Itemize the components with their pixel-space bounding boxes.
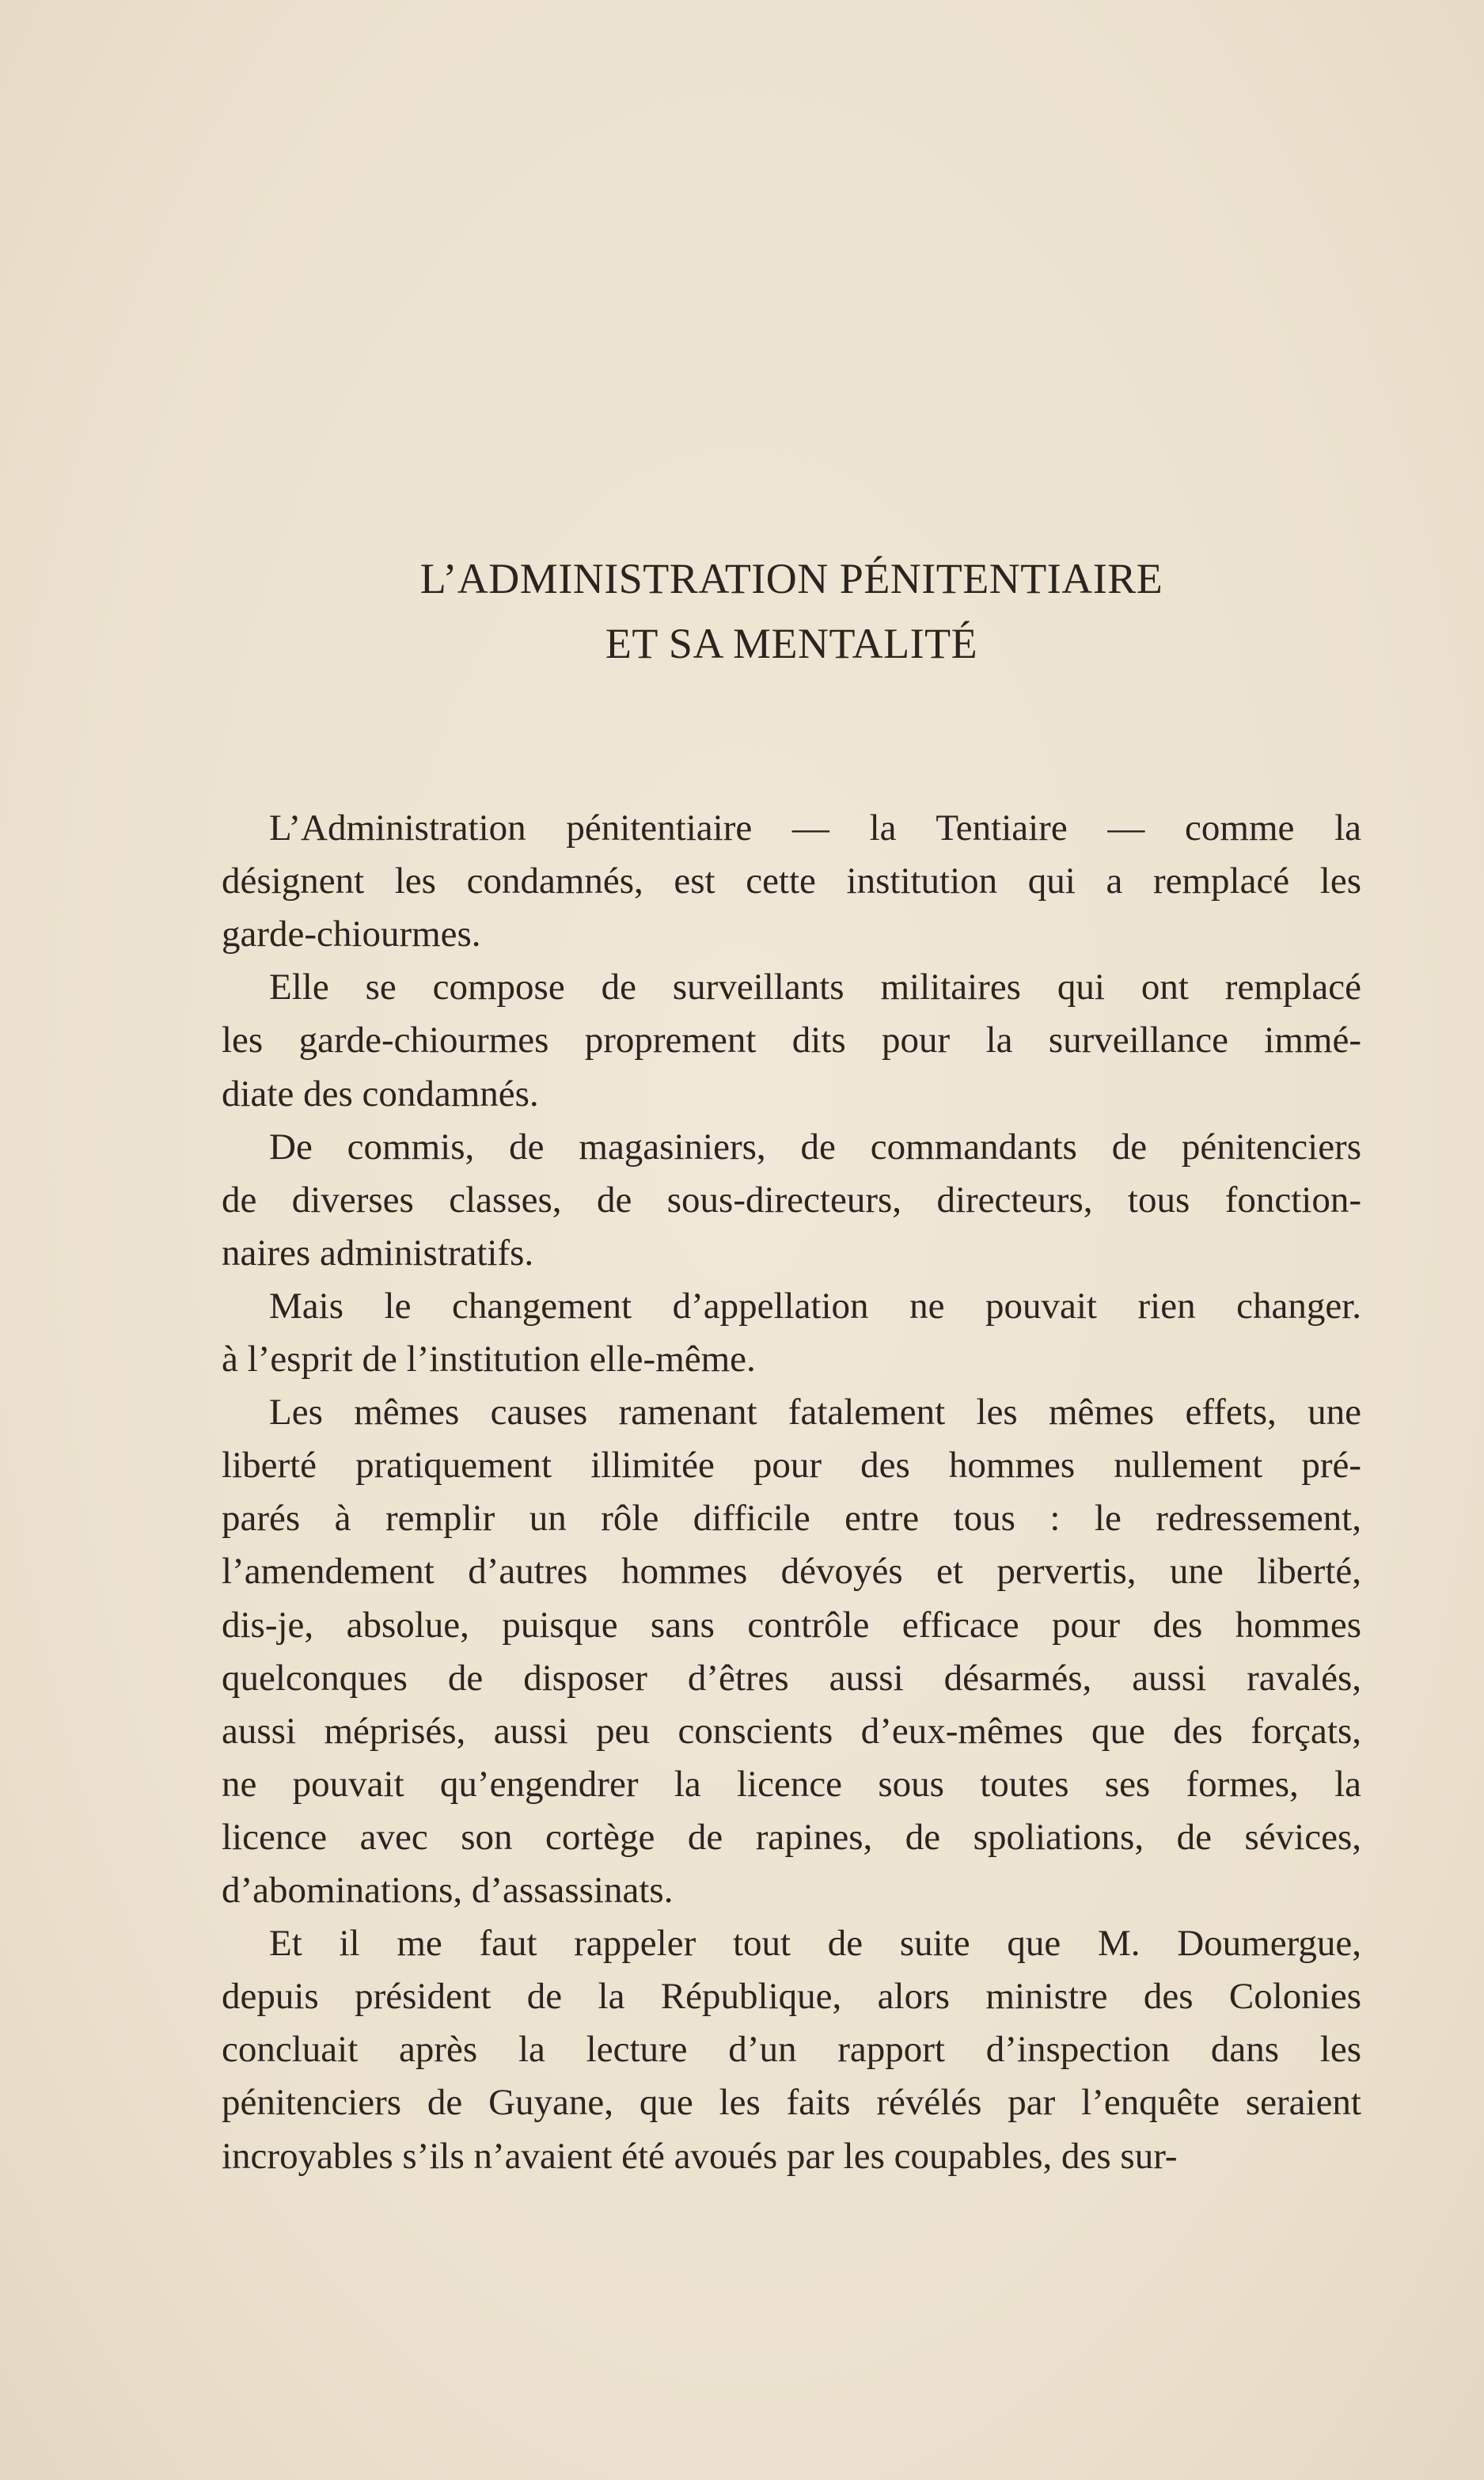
chapter-title-line-2: ET SA MENTALITÉ xyxy=(605,620,978,667)
paragraph-6-line: Et il me faut rappeler tout de suite que M. Doumergue, xyxy=(269,1923,1361,1965)
paragraph-5-line: d’abominations, d’assassinats. xyxy=(222,1870,674,1911)
paragraph-4-line: à l’esprit de l’institution elle-même. xyxy=(222,1339,756,1380)
paragraph-5-line: ne pouvait qu’engendrer la licence sous toutes ses formes, la xyxy=(222,1763,1361,1805)
paragraph-2-line: diate des condamnés. xyxy=(222,1073,539,1115)
paragraph-3-line: de diverses classes, de sous-directeurs, directeurs, tous fonction- xyxy=(222,1179,1361,1221)
paragraph-6-line: concluait après la lecture d’un rapport d’inspection dans les xyxy=(222,2029,1361,2071)
paragraph-5-line: dis-je, absolue, puisque sans contrôle efficace pour des hommes xyxy=(222,1604,1361,1646)
paragraph-2-line: les garde-chiourmes proprement dits pour la surveillance immé- xyxy=(222,1020,1361,1062)
paragraph-5-line: quelconques de disposer d’êtres aussi désarmés, aussi ravalés, xyxy=(222,1657,1361,1699)
paragraph-5-line: parés à remplir un rôle difficile entre tous : le redressement, xyxy=(222,1498,1361,1540)
paragraph-3-line: De commis, de magasiniers, de commandants de pénitenciers xyxy=(269,1126,1361,1168)
paragraph-2-line: Elle se compose de surveillants militaires qui ont remplacé xyxy=(269,967,1361,1008)
paragraph-4-line: Mais le changement d’appellation ne pouvait rien changer. xyxy=(269,1285,1361,1327)
paragraph-1-line: désignent les condamnés, est cette institution qui a remplacé les xyxy=(222,860,1361,902)
chapter-title-line-1: L’ADMINISTRATION PÉNITENTIAIRE xyxy=(419,555,1163,602)
paragraph-5-line: licence avec son cortège de rapines, de spoliations, de sévices, xyxy=(222,1816,1361,1858)
paragraph-5-line: l’amendement d’autres hommes dévoyés et pervertis, une liberté, xyxy=(222,1551,1361,1593)
paragraph-5-line: Les mêmes causes ramenant fatalement les mêmes effets, une xyxy=(269,1392,1361,1434)
paragraph-3-line: naires administratifs. xyxy=(222,1232,534,1274)
paragraph-6-line: incroyables s’ils n’avaient été avoués par les coupables, des sur- xyxy=(222,2135,1178,2177)
paragraph-1-line: L’Administration pénitentiaire — la Tentiaire — comme la xyxy=(269,807,1361,849)
paragraph-5-line: liberté pratiquement illimitée pour des hommes nullement pré- xyxy=(222,1445,1361,1487)
paragraph-6-line: depuis président de la République, alors ministre des Colonies xyxy=(222,1976,1361,2018)
paragraph-5-line: aussi méprisés, aussi peu conscients d’eux-mêmes que des forçats, xyxy=(222,1710,1361,1752)
paragraph-1-line: garde-chiourmes. xyxy=(222,913,481,955)
paragraph-6-line: pénitenciers de Guyane, que les faits révélés par l’enquête seraient xyxy=(222,2082,1361,2124)
